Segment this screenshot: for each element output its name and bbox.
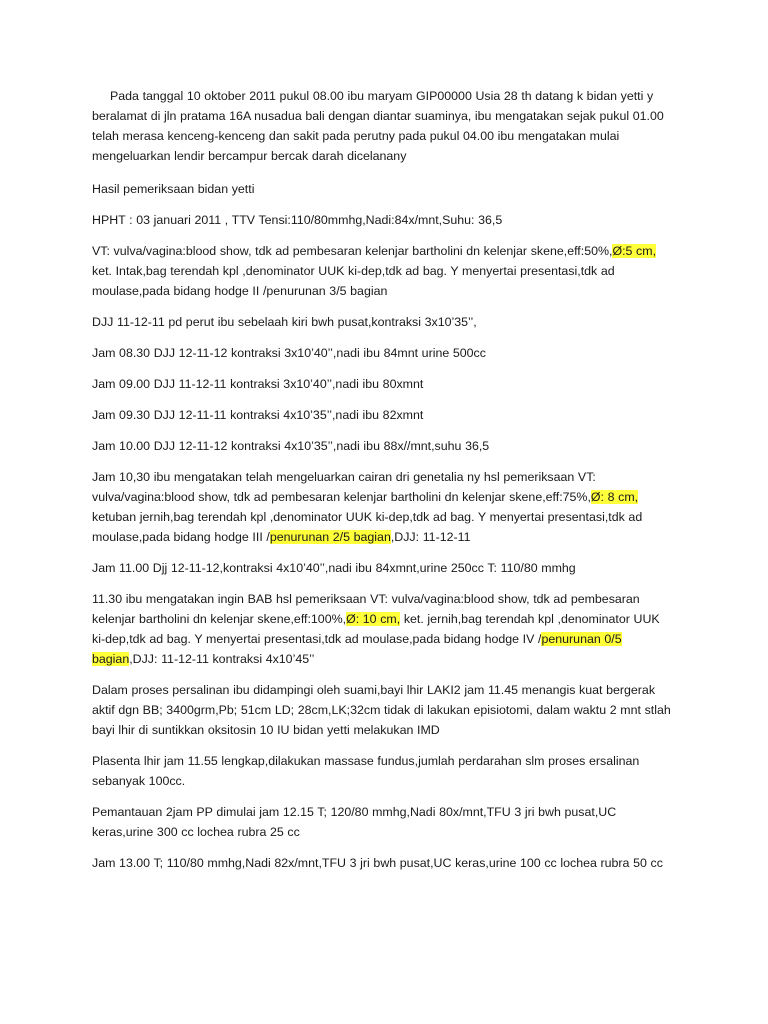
- paragraph: [92, 405, 676, 425]
- text-segment: ,DJJ: 11-12-11 kontraksi 4x10’45’’: [129, 652, 315, 666]
- paragraph: [92, 312, 676, 332]
- paragraph: [92, 802, 676, 842]
- text-segment: Jam 09.00 DJJ 11-12-11 kontraksi 3x10’40’’,nadi ibu 80xmnt: [92, 377, 424, 391]
- highlighted-text: Ø:5 cm,: [612, 244, 657, 258]
- paragraph: [92, 853, 676, 873]
- text-segment: Hasil pemeriksaan bidan yetti: [92, 182, 255, 196]
- text-segment: Jam 09.30 DJJ 12-11-11 kontraksi 4x10’35’’,nadi ibu 82xmnt: [92, 408, 424, 422]
- text-segment: Jam 10,30 ibu mengatakan telah mengeluarkan cairan dri genetalia ny hsl pemeriksaan VT: vulva/vagina:blood show, tdk ad pembesaran kelenjar bartholini dn kelenjar skene,eff:75%,: [92, 470, 596, 504]
- paragraph: [92, 86, 676, 166]
- paragraph: [92, 680, 676, 740]
- text-segment: Jam 08.30 DJJ 12-11-12 kontraksi 3x10’40’’,nadi ibu 84mnt urine 500cc: [92, 346, 486, 360]
- text-segment: Jam 11.00 Djj 12-11-12,kontraksi 4x10’40’’,nadi ibu 84xmnt,urine 250cc T: 110/80 mmhg: [92, 561, 576, 575]
- highlighted-text: penurunan 0/5 bagian: [92, 632, 622, 666]
- text-segment: Plasenta lhir jam 11.55 lengkap,dilakukan massase fundus,jumlah perdarahan slm proses ersalinan sebanyak 100cc.: [92, 754, 640, 788]
- paragraph: [92, 467, 676, 547]
- text-segment: DJJ 11-12-11 pd perut ibu sebelaah kiri bwh pusat,kontraksi 3x10’35’’,: [92, 315, 477, 329]
- paragraph: [92, 751, 676, 791]
- text-segment: ket. Intak,bag terendah kpl ,denominator UUK ki-dep,tdk ad bag. Y menyertai presentasi,tdk ad moulase,pada bidang hodge II /penurunan 3/5 bagian: [92, 264, 615, 298]
- text-segment: ket. jernih,bag terendah kpl ,denominator UUK ki-dep,tdk ad bag. Y menyertai presentasi,tdk ad moulase,pada bidang hodge IV /: [92, 612, 660, 646]
- paragraph: [92, 179, 676, 199]
- text-segment: Pada tanggal 10 oktober 2011 pukul 08.00 ibu maryam GIP00000 Usia 28 th datang k bidan yetti y beralamat di jln pratama 16A nusadua bali dengan diantar suaminya, ibu mengatakan sejak pukul 01.00 telah merasa kenceng-kenceng dan sakit pada perutny pada pukul 04.00 ibu mengatakan mulai mengeluarkan lendir bercampur bercak darah dicelanany: [92, 89, 664, 163]
- paragraph: [92, 210, 676, 230]
- text-segment: Jam 13.00 T; 110/80 mmhg,Nadi 82x/mnt,TFU 3 jri bwh pusat,UC keras,urine 100 cc lochea rubra 50 cc: [92, 856, 663, 870]
- text-segment: Jam 10.00 DJJ 12-11-12 kontraksi 4x10’35’’,nadi ibu 88x//mnt,suhu 36,5: [92, 439, 490, 453]
- text-segment: VT: vulva/vagina:blood show, tdk ad pembesaran kelenjar bartholini dn kelenjar skene,eff:50%,: [92, 244, 613, 258]
- highlighted-text: penurunan 2/5 bagian: [269, 530, 391, 544]
- paragraph: [92, 241, 676, 301]
- text-segment: Pemantauan 2jam PP dimulai jam 12.15 T; 120/80 mmhg,Nadi 80x/mnt,TFU 3 jri bwh pusat,UC keras,urine 300 cc lochea rubra 25 cc: [92, 805, 617, 839]
- paragraph: [92, 558, 676, 578]
- text-segment: ketuban jernih,bag terendah kpl ,denominator UUK ki-dep,tdk ad bag. Y menyertai presentasi,tdk ad moulase,pada bidang hodge III /: [92, 510, 643, 544]
- highlighted-text: Ø: 8 cm,: [590, 490, 639, 504]
- paragraph: [92, 436, 676, 456]
- paragraph: [92, 343, 676, 363]
- text-segment: 11.30 ibu mengatakan ingin BAB hsl pemeriksaan VT: vulva/vagina:blood show, tdk ad pembesaran kelenjar bartholini dn kelenjar skene,eff:100%,: [92, 592, 640, 626]
- paragraph: [92, 589, 676, 669]
- paragraph: [92, 374, 676, 394]
- text-segment: HPHT : 03 januari 2011 , TTV Tensi:110/80mmhg,Nadi:84x/mnt,Suhu: 36,5: [92, 213, 503, 227]
- text-segment: ,DJJ: 11-12-11: [390, 530, 471, 544]
- highlighted-text: Ø: 10 cm,: [346, 612, 401, 626]
- text-segment: Dalam proses persalinan ibu didampingi oleh suami,bayi lhir LAKI2 jam 11.45 menangis kuat bergerak aktif dgn BB; 3400grm,Pb; 51cm LD; 28cm,LK;32cm tidak di lakukan episiotomi, dalam waktu 2 mnt stlah bayi lhir di suntikkan oksitosin 10 IU bidan yetti melakukan IMD: [92, 683, 671, 737]
